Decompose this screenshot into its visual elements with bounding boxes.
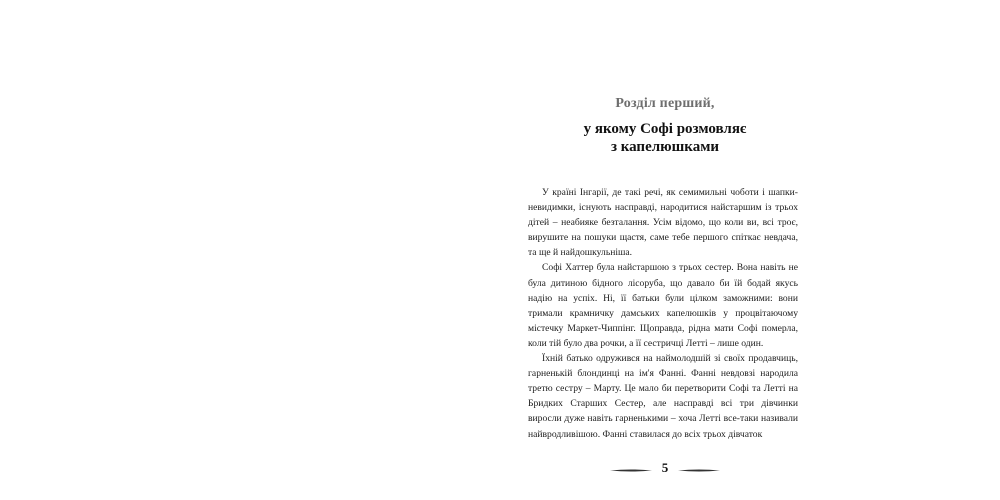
chapter-title-line-1: у якому Софі розмовляє bbox=[583, 121, 747, 137]
chapter-number-label: Розділ перший, bbox=[615, 96, 715, 111]
chapter-title-line-2: з капелюшками bbox=[610, 139, 720, 155]
paragraph: Софі Хаттер була найстаршою з трьох сестер. Вона навіть не була дитиною бідного лісоруба, що давало би їй бодай якусь надію на успіх. Ні, її батьки були цілком заможними: вони тримали крамничку дамських капелюшків у процвітаючому містечку Маркет-Чиппінг. Щоправда, рідна мати Софі померла, коли тій було два рочки, а її сестричці Летті – лише один. bbox=[528, 262, 798, 349]
paragraph: Їхній батько одружився на наймолодшій зі своїх продавчиць, гарненькій блондинці на ім'я Фанні. Фанні невдовзі народила третю сестру – Марту. Це мало би перетворити Софі та Летті на Бридких Старших Сестер, але насправді всі три дівчинки виросли дуже навіть гарненькими – хоча Летті все-таки називали найвродливішою. Фанні ставилася до всіх трьох дівчаток bbox=[528, 353, 798, 440]
paragraph: У країні Інгарії, де такі речі, як семимильні чоботи і шапки-невидимки, існують насправді, народитися найстаршим із трьох дітей – неабияке безталання. Усім відомо, що коли ви, всі троє, вирушите на пошуки щастя, саме тебе першого спіткає невдача, та ще й найдошкульніша. bbox=[528, 187, 798, 259]
ornament-right-icon bbox=[678, 469, 720, 472]
chapter-body-text bbox=[528, 185, 798, 442]
chapter-title bbox=[540, 120, 790, 156]
page-footer bbox=[610, 460, 720, 480]
page-number: 5 bbox=[661, 460, 669, 475]
ornament-left-icon bbox=[610, 469, 652, 472]
